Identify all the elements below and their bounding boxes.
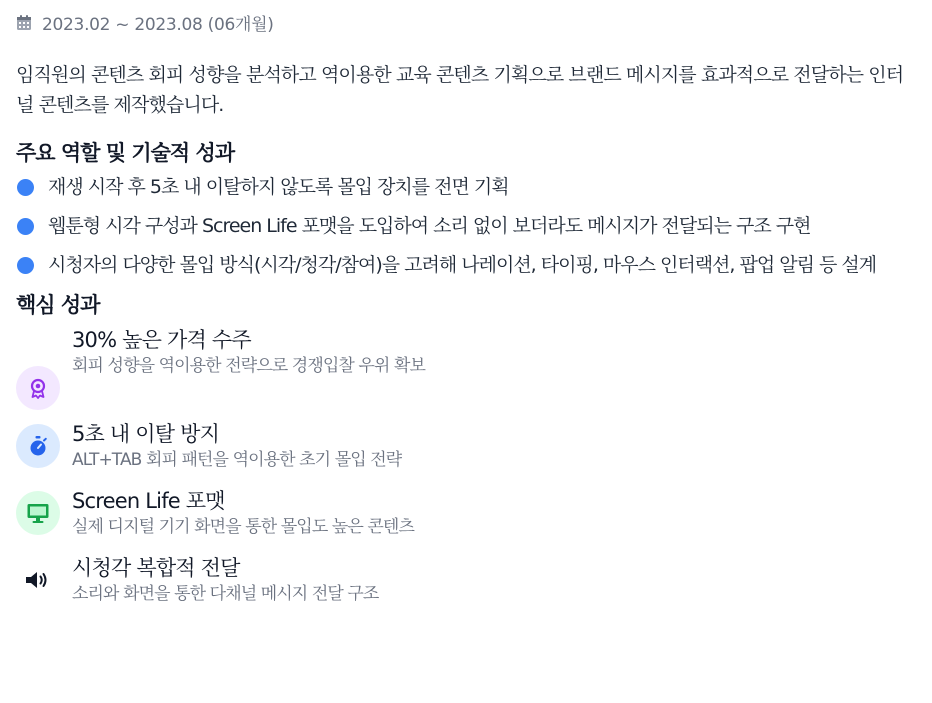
achievements-list xyxy=(16,326,914,611)
achievement-desc: ALT+TAB 회피 패턴을 역이용한 초기 몰입 전략 xyxy=(72,450,402,470)
achievement-title: 시청각 복합적 전달 xyxy=(72,556,240,580)
award-icon xyxy=(16,366,60,410)
role-text: 시청자의 다양한 몰입 방식(시각/청각/참여)을 고려해 나레이션, 타이핑, 마우스 인터랙션, 팝업 알림 등 설계 xyxy=(48,254,877,276)
achievement-desc: 실제 디지털 기기 화면을 통한 몰입도 높은 콘텐츠 xyxy=(72,517,414,537)
bullet-dot xyxy=(17,218,34,235)
role-text: 재생 시작 후 5초 내 이탈하지 않도록 몰입 장치를 전면 기획 xyxy=(48,176,509,198)
roles-title: 주요 역할 및 기술적 성과 xyxy=(16,141,235,165)
achievement-item xyxy=(16,326,914,410)
roles-list xyxy=(16,172,914,280)
speaker-icon xyxy=(16,558,60,602)
monitor-icon xyxy=(16,491,60,535)
role-item xyxy=(16,211,914,241)
achievement-item xyxy=(16,482,914,544)
achievement-item xyxy=(16,415,914,477)
achievement-title: Screen Life 포맷 xyxy=(72,489,225,513)
achievement-desc: 회피 성향을 역이용한 전략으로 경쟁입찰 우위 확보 xyxy=(72,356,425,376)
achievements-title: 핵심 성과 xyxy=(16,293,100,317)
achievement-title: 5초 내 이탈 방지 xyxy=(72,422,220,446)
role-text: 웹툰형 시각 구성과 Screen Life 포맷을 도입하여 소리 없이 보더라도 메시지가 전달되는 구조 구현 xyxy=(48,215,811,237)
project-period xyxy=(16,10,914,34)
role-item xyxy=(16,250,914,280)
bullet-dot xyxy=(17,257,34,274)
achievement-desc: 소리와 화면을 통한 다채널 메시지 전달 구조 xyxy=(72,584,379,604)
project-description: 임직원의 콘텐츠 회피 성향을 분석하고 역이용한 교육 콘텐츠 기획으로 브랜드 메시지를 효과적으로 전달하는 인터널 콘텐츠를 제작했습니다. xyxy=(16,64,904,116)
achievement-title: 30% 높은 가격 수주 xyxy=(72,328,251,352)
achievement-item xyxy=(16,549,914,611)
calendar-icon xyxy=(16,14,32,31)
bullet-dot xyxy=(17,179,34,196)
role-item xyxy=(16,172,914,202)
stopwatch-icon xyxy=(16,424,60,468)
period-text: 2023.02 ~ 2023.08 (06개월) xyxy=(42,14,274,35)
